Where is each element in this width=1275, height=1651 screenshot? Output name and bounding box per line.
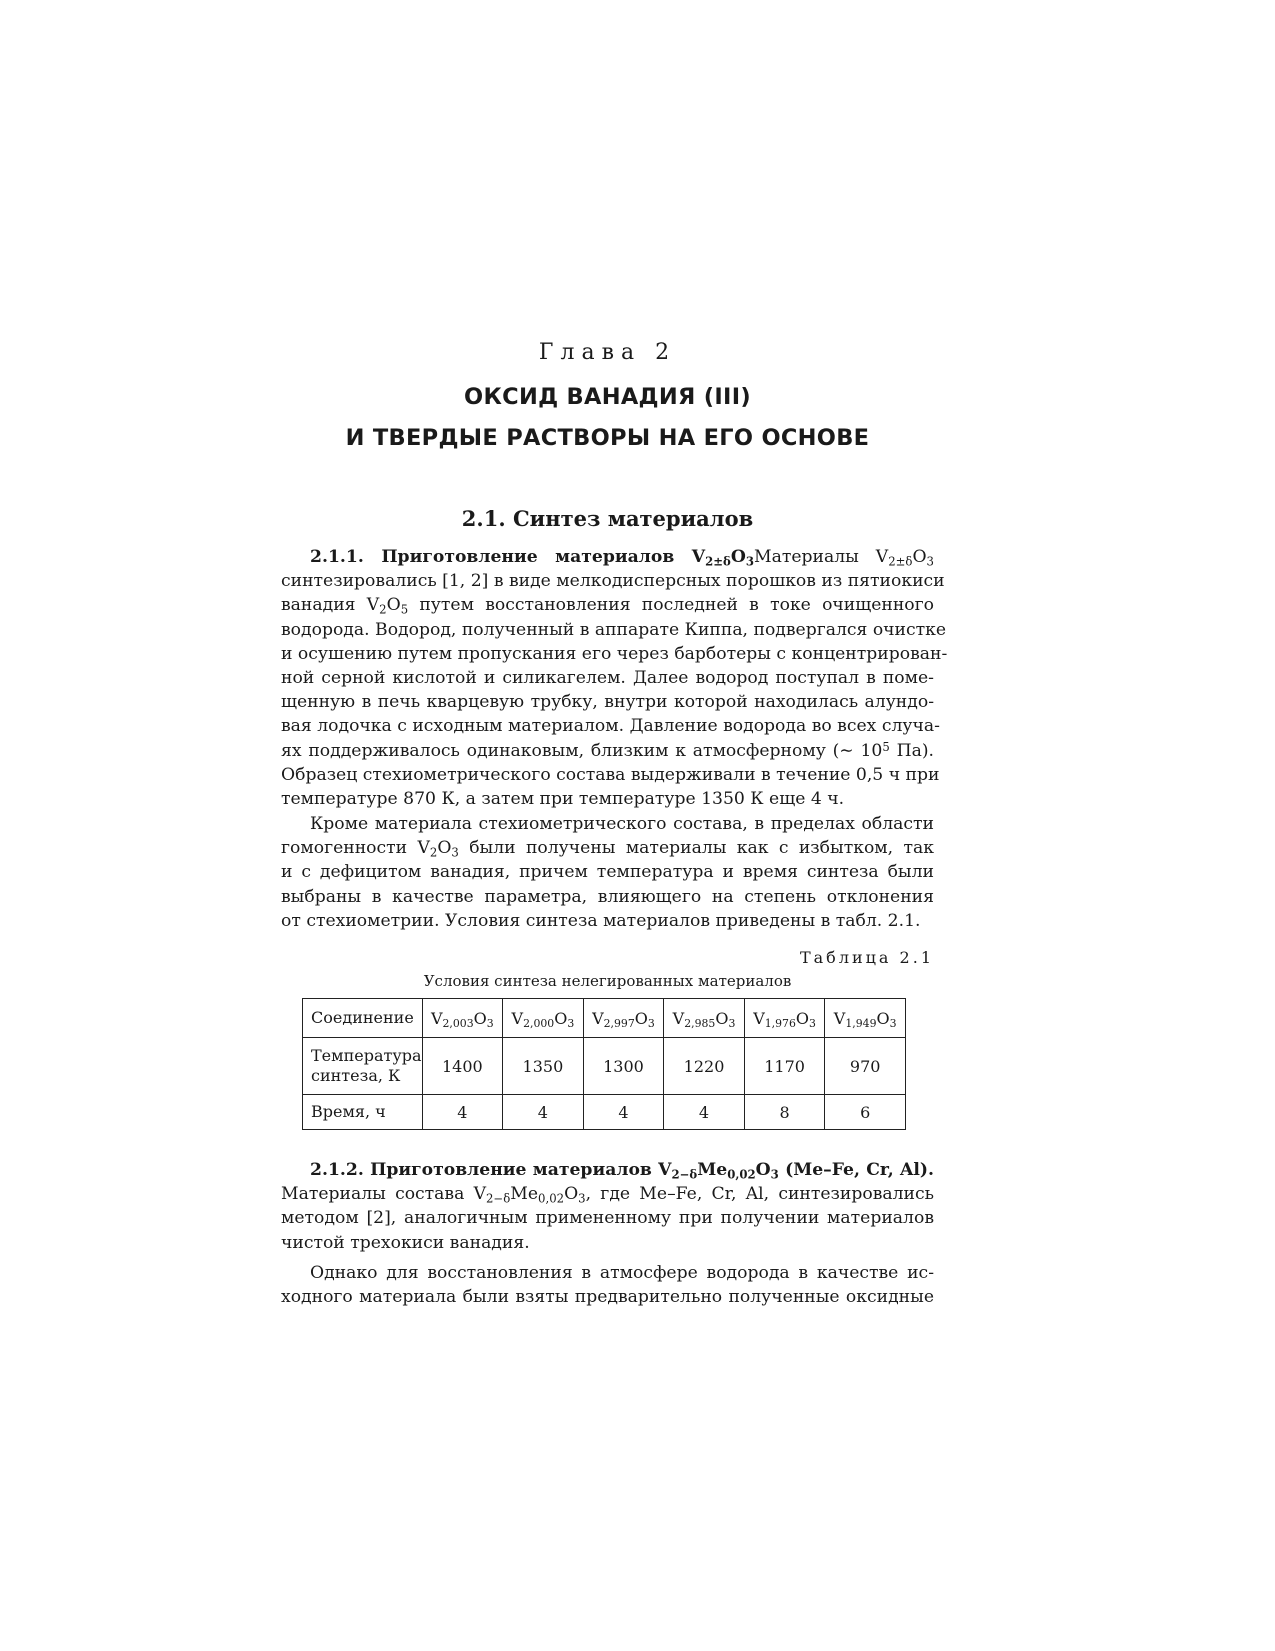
subsection-1-heading-formula: $V_{2\pm\delta}O_3$ xyxy=(691,547,754,569)
text-line: и с дефицитом ванадия, причем температура и время синтеза были xyxy=(281,862,934,883)
text-line xyxy=(281,545,934,569)
table-cell-temperature: 1220 xyxy=(664,1038,745,1095)
table-cell-compound: $V_{2,997}O_3$ xyxy=(583,999,664,1038)
subsection-2-paragraph-1 xyxy=(281,1158,934,1255)
table-cell-compound: $V_{2,985}O_3$ xyxy=(664,999,745,1038)
table-cell-temperature: 1300 xyxy=(583,1038,664,1095)
table-row xyxy=(303,1038,906,1095)
text-line: чистой трехокиси ванадия. xyxy=(281,1232,530,1253)
synthesis-conditions-table xyxy=(302,998,906,1130)
table-cell-compound: $V_{1,976}O_3$ xyxy=(744,999,825,1038)
subsection-1-paragraph-2 xyxy=(281,812,934,933)
text-line: гомогенности $V_2O_3$ были получены материалы как с избытком, так xyxy=(281,838,934,860)
text-line: ной серной кислотой и силикагелем. Далее водород поступал в поме- xyxy=(281,667,934,688)
table-row xyxy=(303,1095,906,1130)
text-line-tail: Материалы $V_{2\pm\delta}O_3$ xyxy=(753,547,934,569)
text-line: ходного материала были взяты предварительно полученные оксидные xyxy=(281,1287,934,1308)
text-line: водорода. Водород, полученный в аппарате Киппа, подвергался очистке xyxy=(281,619,947,640)
text-line: выбраны в качестве параметра, влияющего на степень отклонения xyxy=(281,886,934,907)
table-cell-temperature: 1350 xyxy=(503,1038,584,1095)
table-cell-time: 4 xyxy=(583,1095,664,1130)
table-cell-time: 4 xyxy=(422,1095,503,1130)
table-cell-time: 4 xyxy=(503,1095,584,1130)
text-line: методом [2], аналогичным примененному при получении материалов xyxy=(281,1208,934,1229)
subsection-1-heading: 2.1.1. Приготовление материалов xyxy=(310,547,692,567)
table-cell-time: 8 xyxy=(744,1095,825,1130)
table-row-header: Соединение xyxy=(303,999,423,1038)
table-cell-temperature: 970 xyxy=(825,1038,906,1095)
text-line: температуре 870 К, а затем при температуре 1350 К еще 4 ч. xyxy=(281,788,845,809)
text-line: Кроме материала стехиометрического состава, в пределах области xyxy=(310,814,934,834)
text-line: от стехиометрии. Условия синтеза материалов приведены в табл. 2.1. xyxy=(281,910,921,931)
text-line: Материалы состава $V_{2-\delta}Me_{0,02}O_3$, где Me–Fe, Cr, Al, синтезировались xyxy=(281,1184,934,1206)
text-line: и осушению путем пропускания его через барботеры с концентрирован- xyxy=(281,643,948,664)
table-cell-temperature: 1170 xyxy=(744,1038,825,1095)
chapter-label: Глава 2 xyxy=(538,340,677,365)
table-label: Таблица 2.1 xyxy=(799,948,934,967)
section-title: 2.1. Синтез материалов xyxy=(461,506,754,531)
text-line: вая лодочка с исходным материалом. Давление водорода во всех случа- xyxy=(281,716,940,737)
table-cell-compound: $V_{2,000}O_3$ xyxy=(503,999,584,1038)
text-line: Образец стехиометрического состава выдерживали в течение 0,5 ч при xyxy=(281,764,940,785)
subsection-1-paragraph-1 xyxy=(281,545,948,811)
table-cell-temperature: 1400 xyxy=(422,1038,503,1095)
chapter-title-line-2: И ТВЕРДЫЕ РАСТВОРЫ НА ЕГО ОСНОВЕ xyxy=(345,425,870,451)
table-caption: Условия синтеза нелегированных материалов xyxy=(423,972,792,990)
text-line: ванадия $V_2O_5$ путем восстановления последней в токе очищенного xyxy=(281,595,935,617)
text-line: синтезировались [1, 2] в виде мелкодисперсных порошков из пятиокиси xyxy=(281,571,945,592)
chapter-title-line-1: ОКСИД ВАНАДИЯ (III) xyxy=(464,384,751,410)
text-line: щенную в печь кварцевую трубку, внутри которой находилась алундо- xyxy=(281,692,934,713)
text-line: Однако для восстановления в атмосфере водорода в качестве ис- xyxy=(310,1263,934,1283)
subsection-2-heading: 2.1.2. Приготовление материалов $V_{2-\delta}Me_{0,02}O_3$ (Me–Fe, Cr, Al). xyxy=(310,1160,934,1182)
table-row-header: Время, ч xyxy=(303,1095,423,1130)
table-row xyxy=(303,999,906,1038)
table-cell-time: 4 xyxy=(664,1095,745,1130)
subsection-2-paragraph-2 xyxy=(281,1261,934,1309)
table-cell-time: 6 xyxy=(825,1095,906,1130)
table-cell-compound: $V_{1,949}O_3$ xyxy=(825,999,906,1038)
table-cell-compound: $V_{2,003}O_3$ xyxy=(422,999,503,1038)
text-line: ях поддерживалось одинаковым, близким к атмосферному (∼ $10^5$ Па). xyxy=(281,739,935,761)
table-row-header: Температура синтеза, К xyxy=(303,1038,423,1095)
